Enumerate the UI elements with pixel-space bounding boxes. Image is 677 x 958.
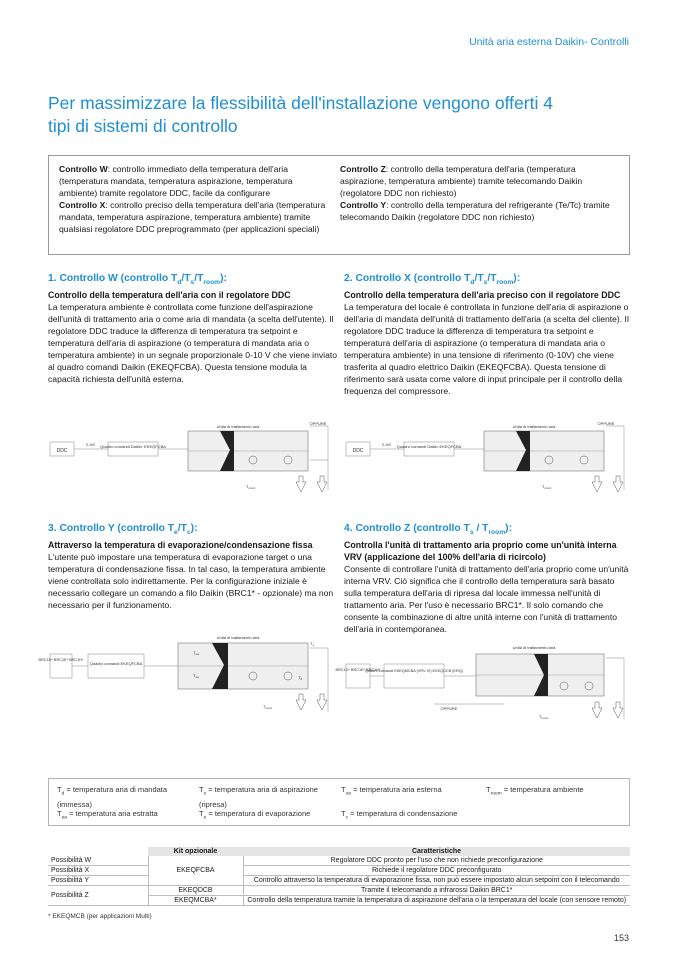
section-2-subtitle: Controllo della temperatura dell'aria preciso con il regolatore DDC [344,290,621,301]
control-panel-box [88,654,144,678]
ahu-label: Unità di trattamento aria [216,635,260,640]
t-oa-label: $T_{oa}$ [193,673,199,679]
remote-label: BRC1D* BRC1E* BRC1H* [335,668,381,672]
section-1-heading: 1. Controllo W (controllo $T_d/T_s/T_{room}$): [48,273,227,287]
t-room-label: $T_{room}$ [263,704,273,710]
page-header: Unità aria esterna Daikin- Controlli [469,36,629,48]
ddc-label: DDC [56,448,68,454]
panel-label: Quadro comandi Daikin. EKEQFCBA [100,444,166,449]
airflow-arrow [317,694,327,710]
legend-toa: $T_{oa}$ = temperatura aria esterna [341,785,442,797]
oppure-label: OPPURE [597,421,615,426]
characteristic-cell: Tramite il telecomando a infrarossi Daikin BRC1* [243,886,630,896]
section-3-body: L'utente può impostare una temperatura di evaporazione target o una temperatura di condensazione fissa. In tal caso, la temperatura ambiente viene controllata solo indirettamente. Per la configurazione iniziale è necessario collegare un comando a filo Daikin (BRC1* - opzionale) ma non necessario per il funzionamento. [48,552,334,611]
section-3-heading: 3. Controllo Y (controllo $T_e/T_c$): [48,523,198,537]
section-2-body: La temperatura del locale è controllata in funzione dell'aria di aspirazione o dell'aria di mandata dell'unità di trattamento dell'aria (a scelta del cliente). Il regolatore DDC traduce la differenza di temperatura tra setpoint e temperatura dell'aria di aspirazione (o temperatura di mandata aria o temperatura ambiente) in una tensione di riferimento (0-10V) che viene trasferita al quadro elettrico Daikin (EKEQFCBA). Questa tensione di riferimento sarà usata come valore di input principale per il controllo della frequenza del compressore. [344,302,629,397]
section-4-subtitle: Controlla l'unità di trattamento aria proprio come un'unità interna VRV (applicazione del 100% dell'aria di ricircolo) [344,540,617,563]
signal-label: 0-10V [382,443,392,447]
section-control-y [48,522,338,611]
intro-left-column [59,163,340,254]
kit-cell: EKEQMCBA* [148,896,243,906]
table-row [48,866,630,876]
oppure-label: OPPURE [440,706,458,711]
remote-label: BRC1D* BRC1E* BRC1H* [38,658,84,662]
header-kit: Kit opzionale [148,847,243,856]
intro-w-label: Controllo W [59,164,108,174]
diagram-control-w [48,420,338,500]
legend-ts: $T_s$ = temperatura aria di aspirazione (ripresa) [199,785,318,809]
table-row [48,876,630,886]
legend-troom: $T_{room}$ = temperatura ambiente [486,785,584,797]
section-4-body: Consente di controllare l'unità di trattamento dell'aria proprio come un'unità interna VRV. Ciò significa che il controllo della temperatura sarà basato sulla temperatura dell'aria di ripresa dal locale immessa nell'unità di trattamento aria. Per l'uso è necessario BRC1*. Il solo comando che consente la combinazione di altre unità interne con l'unità di trattamento dell'aria in contemporanea. [344,564,629,635]
ahu-label: Unità di trattamento aria [512,424,556,429]
diagram-control-y [38,632,338,722]
t-room-label: $T_{room}$ [542,484,552,490]
section-2-heading: 2. Controllo X (controllo $T_d/T_s/T_{room}$): [344,273,521,287]
section-1-subtitle: Controllo della temperatura dell'aria con il regolatore DDC [48,290,291,301]
airflow-arrow [592,702,602,718]
airflow-arrow [613,476,623,492]
control-panel-box [384,664,444,688]
ahu-label: Unità di trattamento aria [512,645,556,650]
ahu-label: Unità di trattamento aria [216,424,260,429]
intro-x-text: : controllo preciso della temperatura dell'aria (temperatura mandata, temperatura aspirazione, temperatura ambiente) tramite qualsiasi regolatore DDC preprogrammato (per applicazioni speciali) [59,200,326,234]
section-control-w [48,272,338,385]
panel-label: Quadro comandi Daikin EKEQFCBA [396,444,462,449]
characteristic-cell: Regolatore DDC pronto per l'uso che non richiede preconfigurazione [243,856,630,866]
kit-cell: EKEQFCBA [148,856,243,886]
t-room-label: $T_{room}$ [246,484,256,490]
airflow-arrow [592,476,602,492]
intro-w-text: : controllo immediato della temperatura dell'aria (temperatura mandata, temperatura aspirazione, temperatura ambiente) tramite regolatore DDC, facile da configurare [59,164,293,198]
airflow-arrow [296,476,306,492]
legend-tc: $T_c$ = temperatura di condensazione [341,809,458,821]
table-header-row [48,847,630,856]
panel-label: Quadro comandi EKEQFCBA [89,661,143,666]
diagram-control-x [344,420,634,500]
table-row [48,856,630,866]
row-name: Possibilità Y [48,876,148,886]
intro-right-column [340,163,621,254]
legend-te: $T_e$ = temperatura di evaporazione [199,809,311,821]
section-3-subtitle: Attraverso la temperatura di evaporazione/condensazione fissa [48,540,313,551]
table-row [48,886,630,896]
intro-y-text: : controllo della temperatura del refrigerante (Te/Tc) tramite telecomando Daikin (regolatore DDC non richiesto) [340,200,610,222]
options-table [48,847,630,906]
intro-box [48,155,630,255]
legend-td: $T_d$ = temperatura aria di mandata (immessa) [57,785,168,809]
row-name: Possibilità Z [48,886,148,906]
oppure-label: OPPURE [309,421,327,426]
row-name: Possibilità W [48,856,148,866]
footnote: * EKEQMCB (per applicazioni Multi) [48,913,152,920]
header-characteristics: Caratteristiche [243,847,630,856]
characteristic-cell: Controllo attraverso la temperatura di evaporazione fissa, non può essere impostato alcun setpoint con il telecomando [243,876,630,886]
t-s-label: $T_s$ [310,641,314,647]
airflow-arrow [613,702,623,718]
section-control-z [344,522,634,635]
characteristic-cell: Richiede il regolatore DDC preconfigurato [243,866,630,876]
t-room-label: $T_{room}$ [539,714,549,720]
page-title: Per massimizzare la flessibilità dell'installazione vengono offerti 4 tipi di sistemi di controllo [48,93,553,136]
characteristic-cell: Controllo della temperatura tramite la temperatura di aspirazione dell'aria o la temperatura del locale (con sensore remoto) [243,896,630,906]
ddc-label: DDC [352,448,364,454]
page-number: 153 [613,933,629,943]
section-1-body: La temperatura ambiente è controllata come funzione dell'aspirazione dell'unità di trattamento aria o come aria di mandata (a scelta dell'utente). Il regolatore DDC traduce la differenza di temperatura tra setpoint e temperatura dell'aria di aspirazione (o temperatura di mandata aria o temperatura ambiente) in un segnale proporzionale 0-10 V che viene inviato al quadro comandi Daikin (EKEQFCBA). Questa tensione modula la capacità richiesta dell'unità esterna. [48,302,338,385]
intro-x-label: Controllo X [59,200,106,210]
kit-cell: EKEQDCB [148,886,243,896]
intro-y-label: Controllo Y [340,200,387,210]
legend-box [48,778,630,826]
intro-z-text: : controllo della temperatura dell'aria (temperatura aspirazione, temperatura ambiente) tramite telecomando Daikin (regolatore DDC non richiesto) [340,164,583,198]
section-4-heading: 4. Controllo Z (controllo $T_s / T_{room}$): [344,523,513,537]
signal-label: 0-10V [86,443,96,447]
t-d-label: $T_d$ [298,675,303,681]
section-control-x [344,272,634,397]
airflow-arrow [317,476,327,492]
legend-tea: $T_{ea}$ = temperatura aria estratta [57,809,158,821]
panel-label: Quadro comandi EKEQMCBA (VRV IV) EKEQDCB (ERQ) [365,669,463,673]
diagram-control-z [335,644,634,724]
airflow-arrow [296,694,306,710]
intro-z-label: Controllo Z [340,164,386,174]
row-name: Possibilità X [48,866,148,876]
t-ea-label: $T_{ea}$ [193,650,199,656]
